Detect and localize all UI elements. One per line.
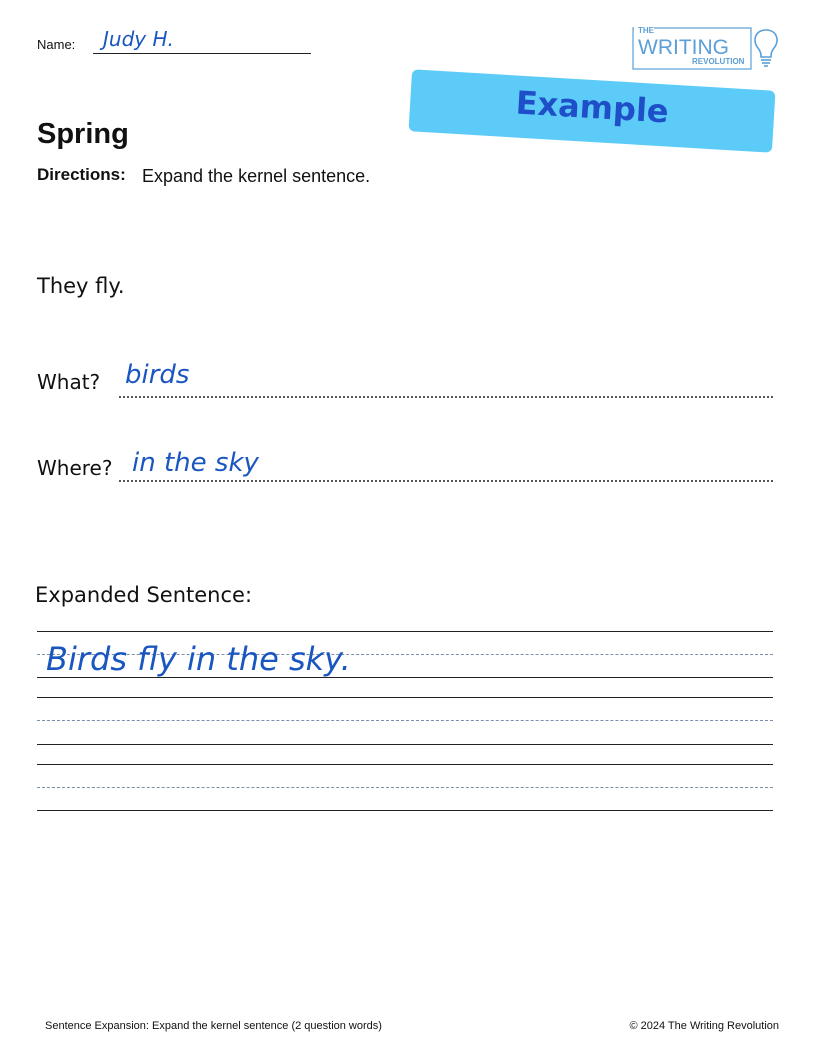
question-where-label: Where? [37, 456, 113, 480]
kernel-sentence: They fly. [37, 274, 125, 298]
expanded-sentence: Birds fly in the sky. [46, 640, 351, 678]
logo-text-writing: WRITING [638, 36, 729, 59]
writing-line-base [37, 810, 773, 811]
directions-text: Expand the kernel sentence. [142, 166, 371, 186]
writing-line-base [37, 744, 773, 745]
writing-line-mid [37, 787, 773, 788]
footer-copyright: © 2024 The Writing Revolution [629, 1020, 779, 1032]
name-label: Name: [37, 37, 76, 52]
answer-what: birds [125, 360, 190, 390]
lightbulb-icon [755, 30, 777, 66]
writing-line-top [37, 697, 773, 698]
directions-label: Directions: [37, 165, 126, 184]
answer-line-where [119, 480, 773, 482]
answer-line-what [119, 396, 773, 398]
answer-where: in the sky [132, 448, 259, 478]
logo-text-the: THE [638, 26, 654, 35]
writing-line-mid [37, 720, 773, 721]
worksheet-title: Spring [37, 118, 129, 150]
footer-description: Sentence Expansion: Expand the kernel sentence (2 question words) [45, 1020, 382, 1032]
writing-revolution-logo [632, 26, 780, 72]
example-badge-label: Example [514, 83, 670, 131]
logo-text-revolution: REVOLUTION [692, 57, 745, 66]
expanded-sentence-label: Expanded Sentence: [35, 583, 253, 607]
question-what-label: What? [37, 370, 101, 394]
example-badge [408, 69, 775, 152]
writing-line-top [37, 631, 773, 632]
name-value: Judy H. [103, 27, 174, 51]
writing-line-top [37, 764, 773, 765]
name-underline [93, 53, 311, 54]
